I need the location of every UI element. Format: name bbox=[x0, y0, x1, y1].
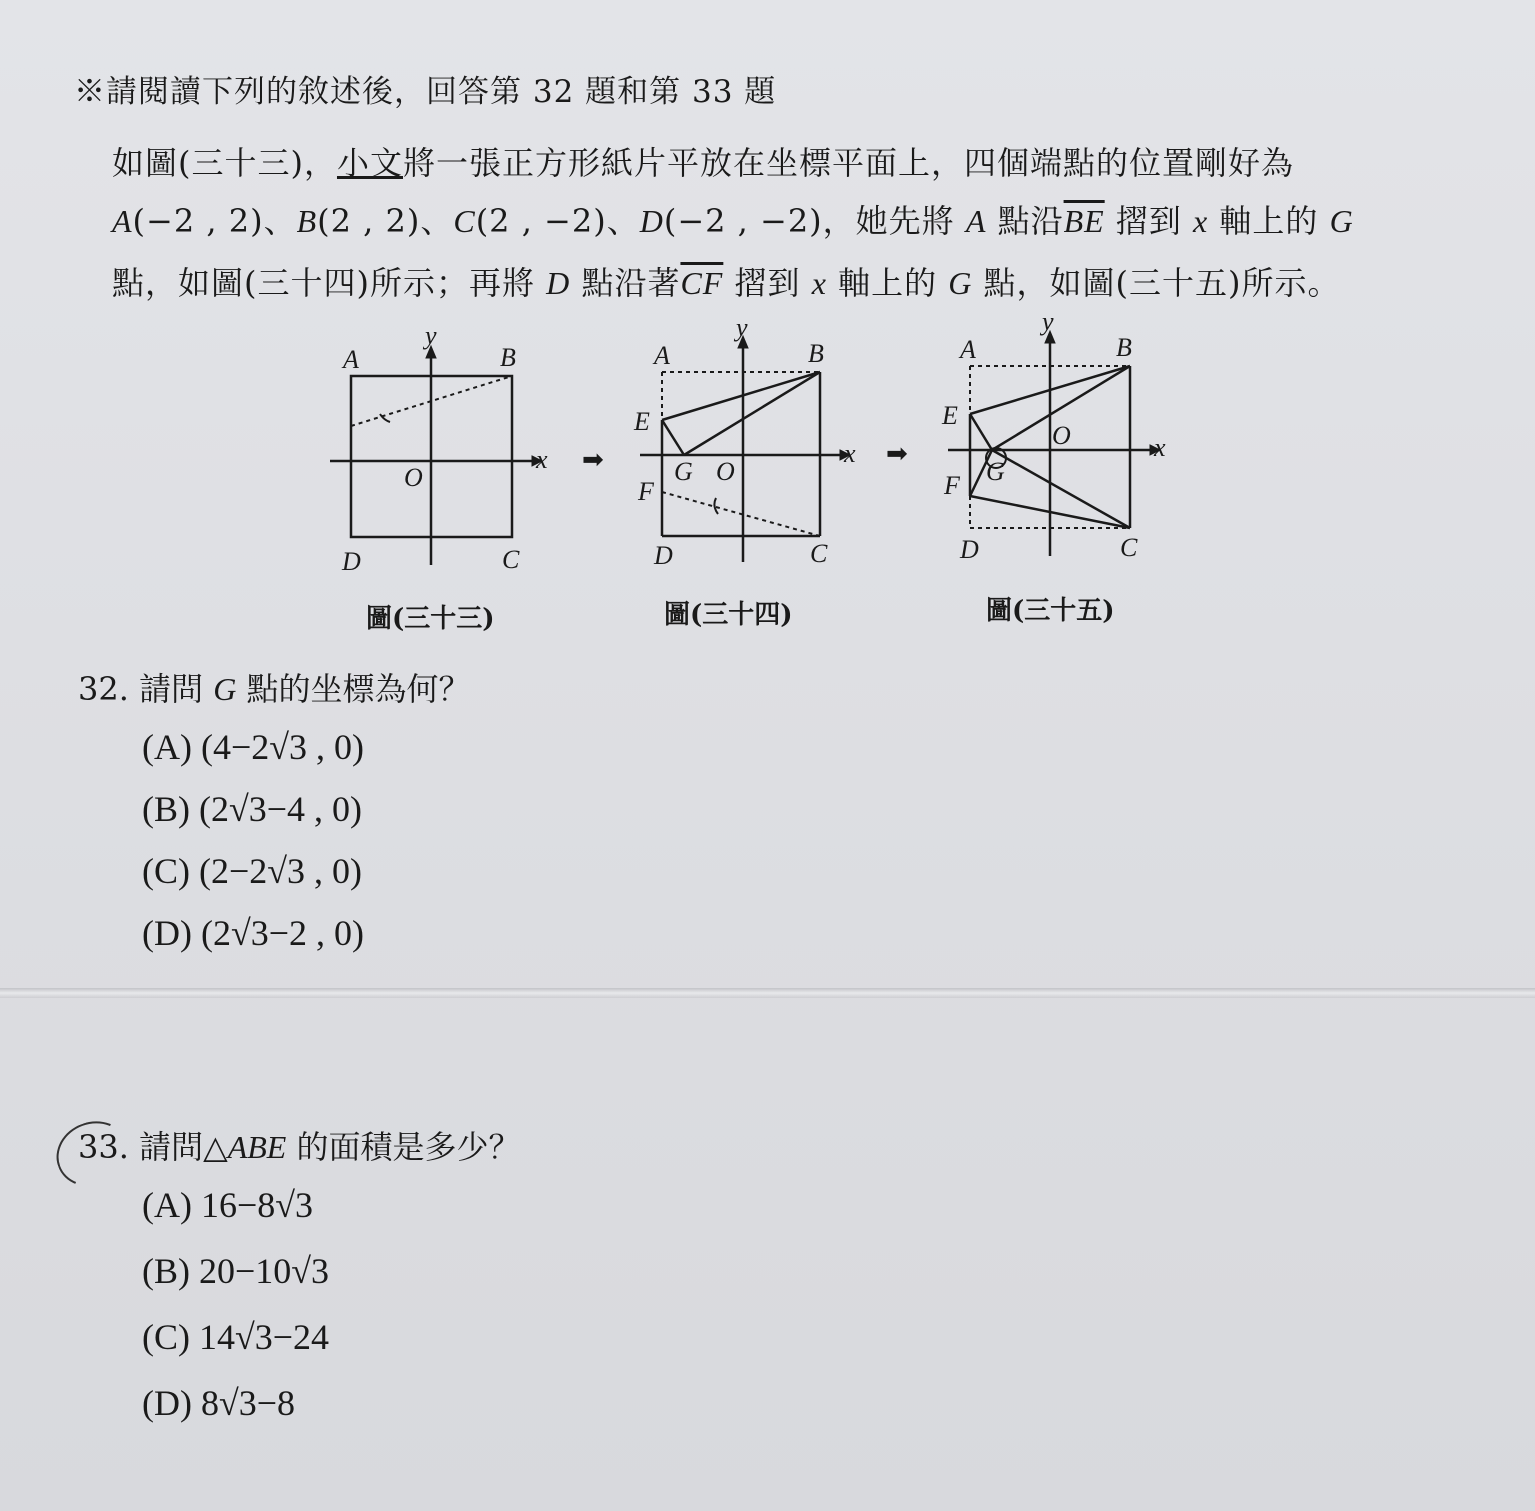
figure-34 bbox=[640, 336, 850, 562]
coord-text: (2 , −2)、 bbox=[475, 202, 640, 240]
fig34-label-D: D bbox=[654, 541, 673, 570]
fig35-label-O: O bbox=[1052, 421, 1071, 450]
fig33-label-O: O bbox=[404, 463, 423, 492]
q33-option-a[interactable]: (A) 16−8√3 bbox=[142, 1185, 314, 1225]
question-number: 33. bbox=[78, 1128, 129, 1166]
fig34-label-G: G bbox=[674, 457, 693, 486]
passage-text: 軸上的 bbox=[826, 264, 949, 302]
point-label: D bbox=[639, 203, 664, 239]
arrow-right-icon: ➡ bbox=[582, 445, 604, 474]
fig34-label-C: C bbox=[810, 539, 828, 568]
passage-text: 摺到 bbox=[723, 264, 812, 302]
fig34-label-O: O bbox=[716, 457, 735, 486]
passage-text: 軸上的 bbox=[1208, 202, 1330, 240]
fig35-label-G: G bbox=[986, 457, 1005, 486]
fig34-label-A: A bbox=[654, 341, 670, 370]
question-33 bbox=[78, 1122, 521, 1168]
person-name: 小文 bbox=[336, 144, 403, 182]
fig35-label-E: E bbox=[942, 401, 958, 430]
fig35-label-x: x bbox=[1154, 433, 1166, 462]
coord-text: (−2 , 2)、 bbox=[132, 202, 297, 240]
coord-text: (2 , 2)、 bbox=[317, 202, 454, 240]
point-label: D bbox=[546, 265, 571, 301]
fig34-label-B: B bbox=[808, 339, 824, 368]
angle-mark bbox=[714, 498, 718, 514]
intro-line: ※請閱讀下列的敘述後，回答第 32 題和第 33 題 bbox=[74, 74, 777, 110]
figure-33 bbox=[330, 346, 542, 565]
fig35-label-F: F bbox=[944, 471, 960, 500]
fold-line-cf bbox=[662, 492, 820, 536]
passage-text: 將一張正方形紙片平放在坐標平面上，四個端點的位置剛好為 bbox=[403, 144, 1295, 182]
question-32 bbox=[78, 664, 471, 710]
fig35-label-B: B bbox=[1116, 333, 1132, 362]
q32-option-b[interactable]: (B) (2√3−4 , 0) bbox=[142, 789, 363, 829]
segment-eg bbox=[970, 414, 992, 450]
fig34-label-y: y bbox=[736, 313, 748, 342]
passage-text: 點沿 bbox=[986, 202, 1064, 240]
fig35-label-A: A bbox=[960, 335, 976, 364]
paper-fold bbox=[0, 988, 1535, 998]
passage-text: 摺到 bbox=[1104, 202, 1194, 240]
q33-option-c[interactable]: (C) 14√3−24 bbox=[142, 1317, 330, 1357]
point-label: G bbox=[213, 671, 237, 707]
question-text: 點的坐標為何？ bbox=[236, 670, 471, 708]
segment-gc bbox=[992, 450, 1130, 528]
question-text: 的面積是多少？ bbox=[286, 1128, 521, 1166]
figures-svg bbox=[0, 0, 1535, 640]
fig33-label-y: y bbox=[425, 321, 437, 350]
axis-label: x bbox=[811, 265, 827, 301]
fig34-label-F: F bbox=[638, 477, 654, 506]
fig33-label-D: D bbox=[342, 547, 361, 576]
coord-text: (−2 , −2)，她先將 bbox=[663, 202, 966, 240]
q33-option-b[interactable]: (B) 20−10√3 bbox=[142, 1251, 330, 1291]
question-text: 請問 bbox=[139, 670, 214, 708]
q32-option-d[interactable]: (D) (2√3−2 , 0) bbox=[142, 913, 365, 953]
point-label: A bbox=[965, 203, 987, 239]
question-text: 請問△ bbox=[139, 1128, 228, 1166]
fig33-label-x: x bbox=[536, 445, 548, 474]
fig34-label-x: x bbox=[844, 439, 856, 468]
fig33-label-C: C bbox=[502, 545, 520, 574]
q32-option-a[interactable]: (A) (4−2√3 , 0) bbox=[142, 727, 365, 767]
fig35-label-y: y bbox=[1042, 307, 1054, 336]
point-label: G bbox=[1329, 203, 1354, 239]
point-label: B bbox=[296, 203, 318, 239]
fig33-label-A: A bbox=[343, 345, 359, 374]
point-label: G bbox=[948, 265, 973, 301]
fig33-label-B: B bbox=[500, 343, 516, 372]
triangle-label: ABE bbox=[227, 1129, 287, 1165]
segment-label: $\overline{BE}$ bbox=[1063, 203, 1105, 239]
caption-fig35: 圖(三十五) bbox=[986, 596, 1115, 626]
caption-fig34: 圖(三十四) bbox=[664, 600, 793, 630]
q32-option-c[interactable]: (C) (2−2√3 , 0) bbox=[142, 851, 363, 891]
arrow-right-icon: ➡ bbox=[886, 439, 908, 468]
passage-text: 如圖(三十三)， bbox=[112, 144, 337, 182]
passage-text: 點沿著 bbox=[570, 264, 681, 302]
point-label: C bbox=[453, 203, 476, 239]
fig35-label-D: D bbox=[960, 535, 979, 564]
q33-option-d[interactable]: (D) 8√3−8 bbox=[142, 1383, 296, 1423]
axis-label: x bbox=[1193, 203, 1209, 239]
segment-eg bbox=[662, 420, 684, 455]
segment-label: $\overline{CF}$ bbox=[680, 265, 724, 301]
fig34-label-E: E bbox=[634, 407, 650, 436]
passage-text: 點，如圖(三十四)所示；再將 bbox=[112, 264, 547, 302]
fig35-label-C: C bbox=[1120, 533, 1138, 562]
segment-eb bbox=[662, 372, 820, 420]
point-label: A bbox=[112, 203, 133, 239]
segment-gb bbox=[684, 372, 820, 455]
passage-text: 點，如圖(三十五)所示。 bbox=[972, 264, 1341, 302]
caption-fig33: 圖(三十三) bbox=[366, 604, 495, 634]
question-number: 32. bbox=[78, 670, 129, 708]
